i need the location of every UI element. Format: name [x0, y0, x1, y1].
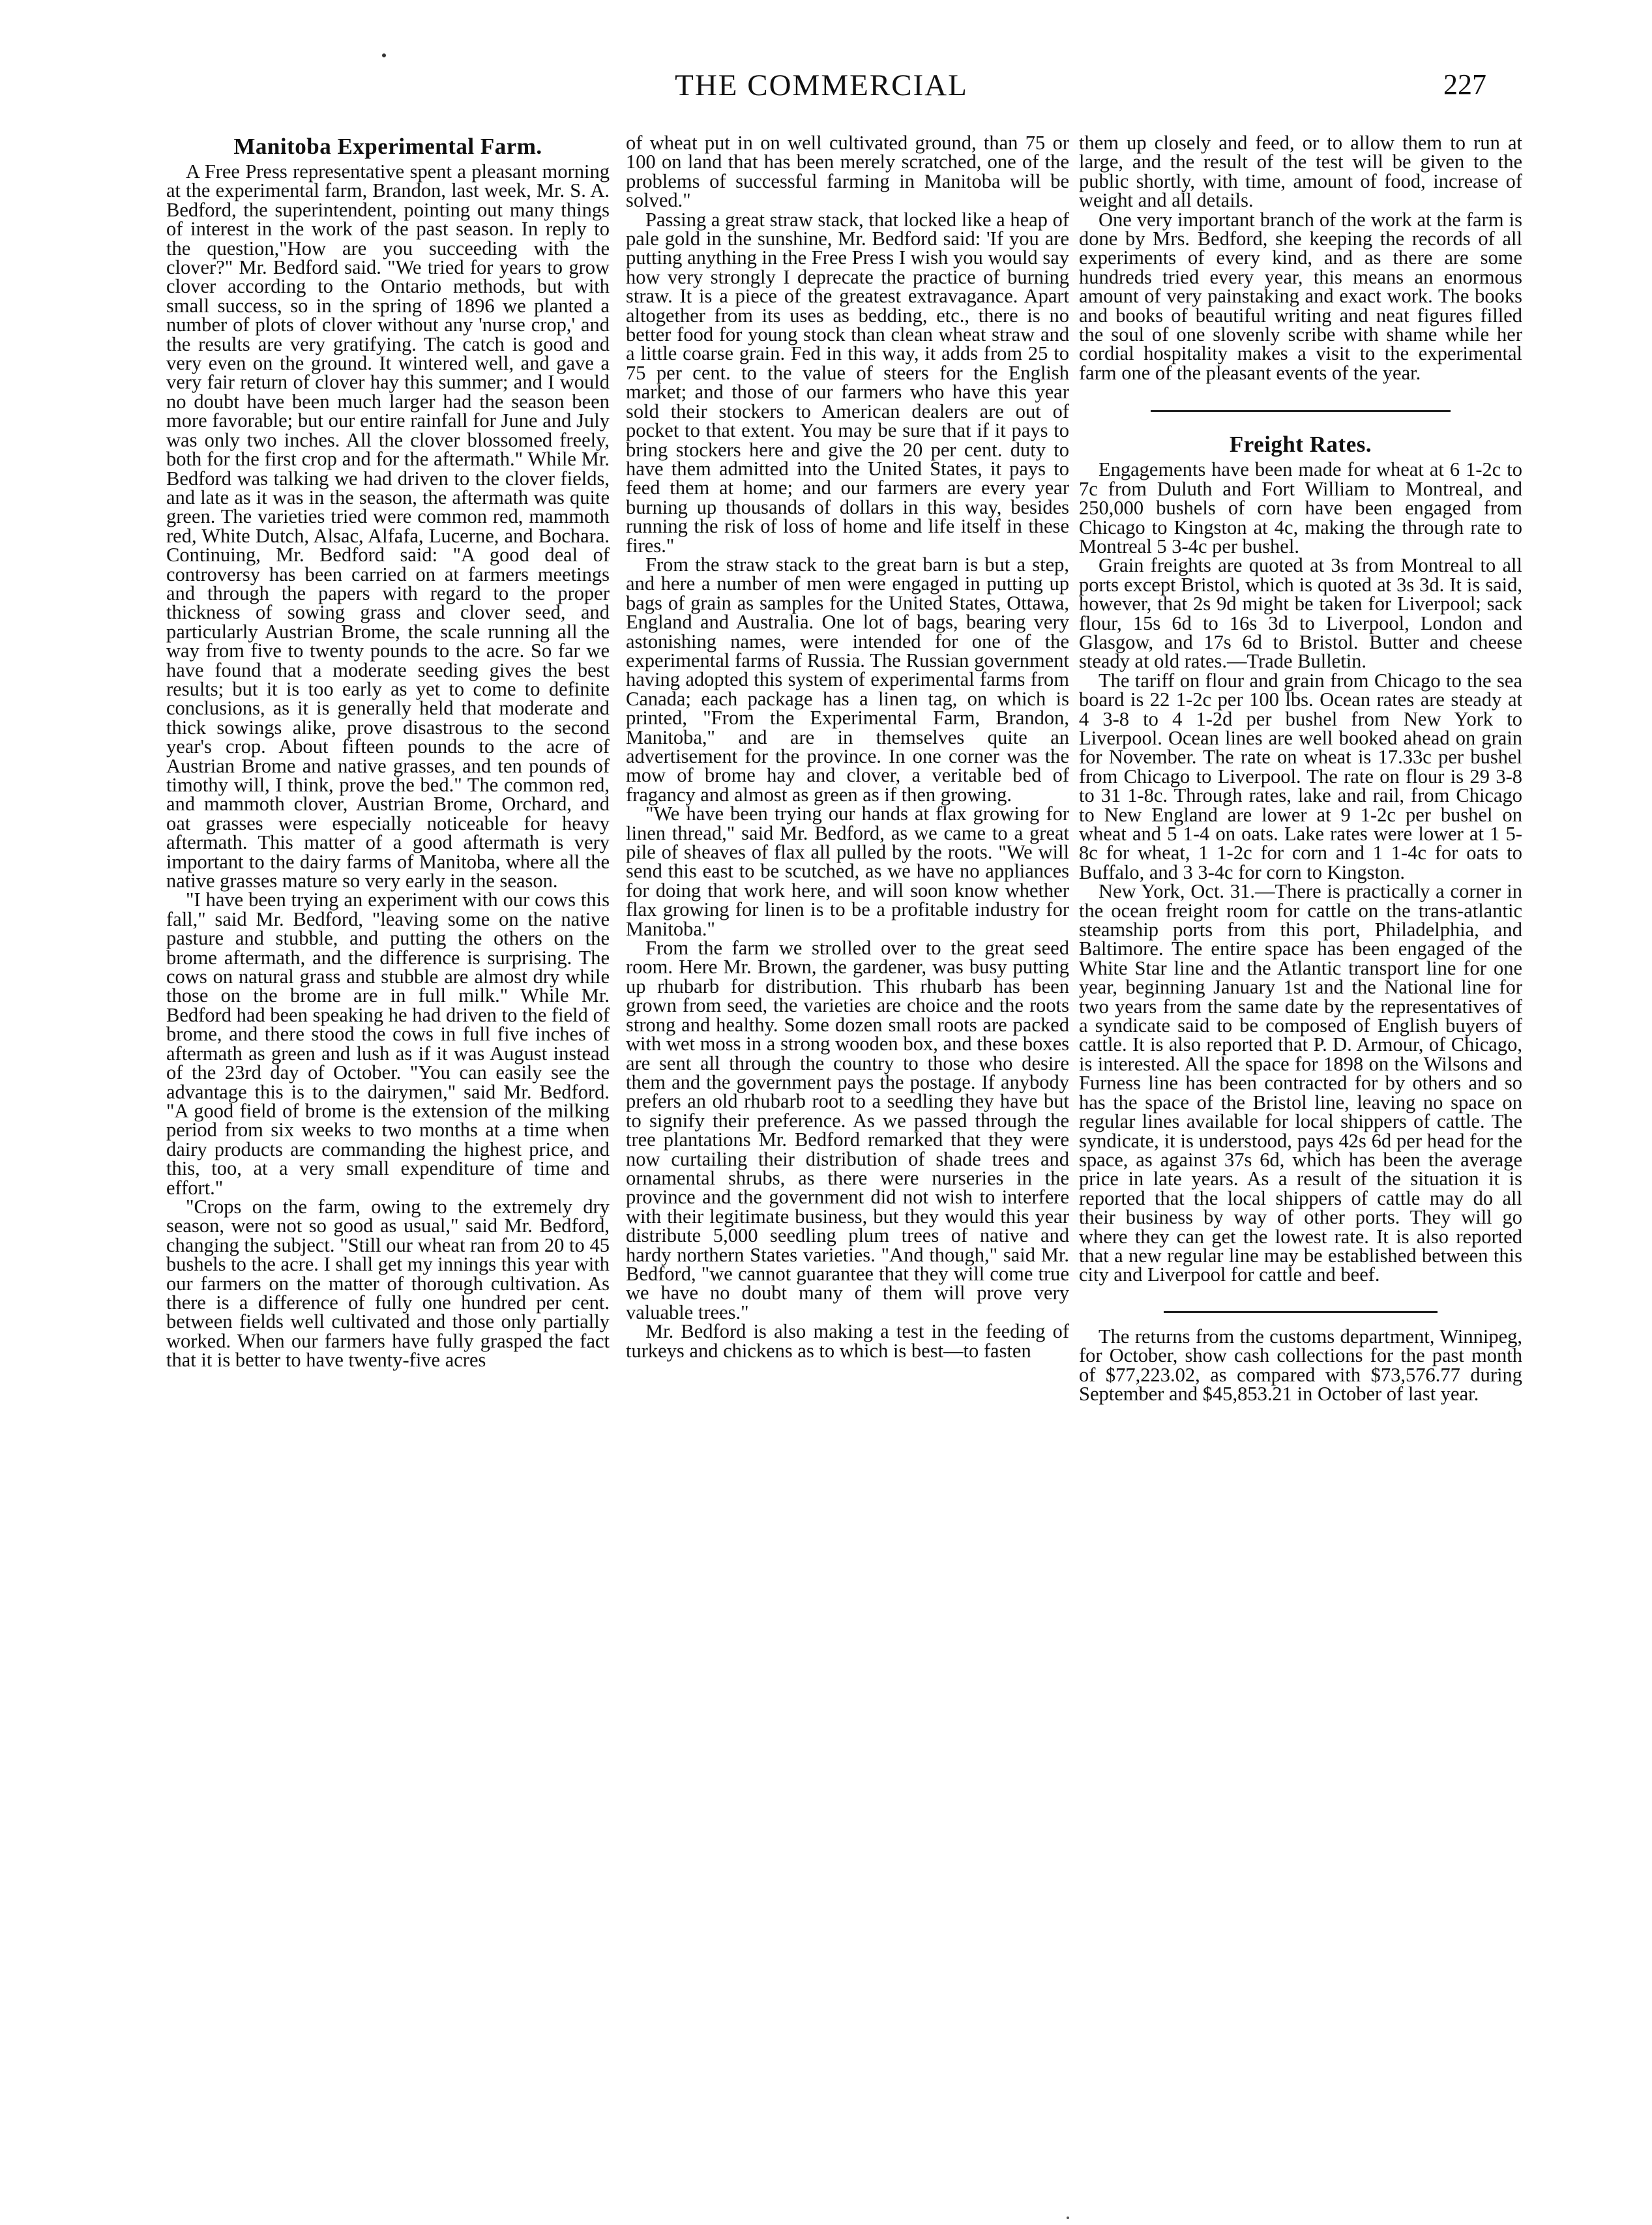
paragraph: "Crops on the farm, owing to the extremely dry season, were not so good as usual," said Mr. Bedford, changing the subject. "Still our wheat ran from 20 to 45 bushels to the acre. I shall get my innings this year with our farmers on the matter of thorough cultivation. As there is a difference of fully one hundred per cent. between fields well cultivated and those only partially worked. When our farmers have fully grasped the fact that it is better to have twenty-five acres [166, 1195, 610, 1372]
column-1 [166, 134, 610, 1370]
paragraph: "I have been trying an experiment with our cows this fall," said Mr. Bedford, "leaving some on the native pasture and stubble, and putting the others on the brome aftermath, and the difference is surprising. The cows on natural grass and stubble are almost dry while those on the brome are in full milk." While Mr. Bedford had been speaking he had driven to the field of brome, and there stood the cows in full five inches of aftermath as green and lush as if it was August instead of the 23rd day of October. "You can easily see the advantage this is to the dairymen," said Mr. Bedford. "A good field of brome is the extension of the milking period from six weeks to two months at a time when dairy products are commanding the highest price, and this, too, at a very small expenditure of time and effort." [166, 889, 610, 1199]
paragraph: Grain freights are quoted at 3s from Montreal to all ports except Bristol, which is quoted at 3s 3d. It is said, however, that 2s 9d might be taken for Liverpool; sack flour, 15s 6d to 16s 3d to Liverpool, London and Glasgow, and 17s 6d to Bristol. Butter and cheese steady at old rates.—Trade Bulletin. [1079, 554, 1522, 673]
column-3 [1079, 134, 1522, 1404]
paragraph: From the farm we strolled over to the great seed room. Here Mr. Brown, the gardener, was busy putting up rhubarb for distribution. This rhubarb has been grown from seed, the varieties are choice and the roots strong and healthy. Some dozen small roots are packed with wet moss in a strong wooden box, and these boxes are sent all through the country to those who desire them and the government pays the postage. If anybody prefers an old rhubarb root to a seedling they have but to signify their preference. As we passed through the tree plantations Mr. Bedford remarked that they were now curtailing their distribution of shade trees and ornamental shrubs, as there were nurseries in the province and the government did not wish to interfere with their legitimate business, but they would this year distribute 5,000 seedling plum trees of native and hardy northern States varieties. "And though," said Mr. Bedford, "we cannot guarantee that they will come true we have no doubt many of them will prove very valuable trees." [626, 937, 1069, 1323]
page-header [156, 68, 1486, 120]
paragraph: of wheat put in on well cultivated ground, than 75 or 100 on land that has been merely scratched, one of the problems of successful farming in Manitoba will be solved." [626, 132, 1069, 212]
paragraph: New York, Oct. 31.—There is practically a corner in the ocean freight room for cattle on the trans-atlantic steamship ports from this port, Philadelphia, and Baltimore. The entire space has been engaged of the White Star line and the Atlantic transport line for one year, beginning January 1st and the National line for two years from the same date by the representatives of a syndicate said to be composed of English buyers of cattle. It is also reported that P. D. Armour, of Chicago, is interested. All the space for 1898 on the Wilsons and Furness line has been contracted for by others and so has the space of the Bristol line, leaving no space on regular lines available for local shippers of cattle. The syndicate, it is understood, pays 42s 6d per head for the space, as against 37s 6d, which has been the average price in late years. As a result of the situation it is reported that the local shippers of cattle may do all their business by way of other ports. They will go where they can get the lowest rate. It is also reported that a new regular line may be established between this city and Liverpool for cattle and beef. [1079, 880, 1522, 1286]
section-divider [1151, 410, 1451, 412]
page-title: THE COMMERCIAL [675, 68, 968, 102]
paragraph: From the straw stack to the great barn is but a step, and here a number of men were engaged in putting up bags of grain as samples for the United States, Ottawa, England and Australia. One lot of bags, bearing very astonishing names, were intended for one of the experimental farms of Russia. The Russian government having adopted this system of experimental farms from Canada; each package has a linen tag, on which is printed, "From the Experimental Farm, Brandon, Manitoba," and are in themselves quite an advertisement for the province. In one corner was the mow of brome hay and clover, a veritable bed of fragancy and almost as green as if then growing. [626, 553, 1069, 806]
section-divider [1164, 1311, 1438, 1313]
article-heading: Freight Rates. [1229, 432, 1372, 458]
paragraph: The tariff on flour and grain from Chicago to the sea board is 22 1-2c per 100 lbs. Ocean rates are steady at 4 3-8 to 4 1-2d per bushel from New York to Liverpool. Ocean lines are well booked ahead on grain for November. The rate on wheat is 17.33c per bushel from Chicago to Liverpool. The rate on flour is 29 3-8 to 31 1-8c. Through rates, lake and rail, from Chicago to New England are lower at 9 1-2c per bushel on wheat and 5 1-4 on oats. Lake rates were lower at 1 5-8c for wheat, 1 1-2c for corn and 1 1-4c for oats to Buffalo, and 3 3-4c for corn to Kingston. [1079, 669, 1522, 883]
article-heading: Manitoba Experimental Farm. [233, 134, 542, 159]
page-number: 227 [1443, 68, 1486, 100]
paragraph: Mr. Bedford is also making a test in the feeding of turkeys and chickens as to which is best—to fasten [626, 1320, 1069, 1362]
paragraph: The returns from the customs department, Winnipeg, for October, show cash collections for the past month of $77,223.02, as compared with $73,576.77 during September and $45,853.21 in October of last year. [1079, 1325, 1522, 1405]
paragraph: A Free Press representative spent a pleasant morning at the experimental farm, Brandon, last week, Mr. S. A. Bedford, the superintendent, pointing out many things of interest in the work of the past season. In reply to the question,"How are you succeeding with the clover?" Mr. Bedford said. "We tried for years to grow clover according to the Ontario methods, but with small success, so in the spring of 1896 we planted a number of plots of clover without any 'nurse crop,' and the results are very gratifying. The catch is good and very even on the ground. It wintered well, and gave a very fair return of clover hay this summer; and I would no doubt have been much larger had the season been more favorable; but our entire rainfall for June and July was only two inches. All the clover blossomed freely, both for the first crop and for the aftermath." While Mr. Bedford was talking we had driven to the clover fields, and late as it was in the season, the aftermath was quite green. The varieties tried were common red, mammoth red, White Dutch, Alsac, Alfafa, Lucerne, and Bochara. Continuing, Mr. Bedford said: "A good deal of controversy has been carried on at farmers meetings and through the papers with regard to the proper thickness of sowing grass and clover seed, and particularly Austrian Brome, the scale running all the way from five to twenty pounds to the acre. So far we have found that a moderate seeding gives the best results; but it is too early as yet to come to definite conclusions, as it is generally held that moderate and thick sowings alike, prove disastrous to the second year's crop. About fifteen pounds to the acre of Austrian Brome and native grasses, and ten pounds of timothy will, I think, prove the bed." The common red, and mammoth clover, Austrian Brome, Orchard, and oat grasses were especially noticeable for heavy aftermath. This matter of a good aftermath is very important to the dairy farms of Manitoba, where all the native grasses mature so very early in the season. [166, 160, 610, 892]
paragraph: "We have been trying our hands at flax growing for linen thread," said Mr. Bedford, as we came to a great pile of sheaves of flax all pulled by the roots. "We will send this east to be scutched, as we have no appliances for doing that work here, and will soon know whether flax growing for linen is to be a profitable industry for Manitoba." [626, 803, 1069, 940]
paragraph: One very important branch of the work at the farm is done by Mrs. Bedford, she keeping the records of all experiments of every kind, and as there are some hundreds tried every year, this means an enormous amount of very painstaking and exact work. The books and books of beautiful writing and neat figures filled the soul of one slovenly scribe with shame while her cordial hospitality makes a visit to the experimental farm one of the pleasant events of the year. [1079, 208, 1522, 384]
paragraph: them up closely and feed, or to allow them to run at large, and the result of the test will be given to the public shortly, with time, amount of food, increase of weight and all details. [1079, 132, 1522, 212]
stray-mark [382, 53, 386, 57]
stray-mark [1067, 2217, 1069, 2219]
paragraph: Engagements have been made for wheat at 6 1-2c to 7c from Duluth and Fort William to Montreal, and 250,000 bushels of corn have been engaged from Chicago to Kingston at 4c, making the through rate to Montreal 5 3-4c per bushel. [1079, 458, 1522, 557]
paragraph: Passing a great straw stack, that locked like a heap of pale gold in the sunshine, Mr. Bedford said: 'If you are putting anything in the Free Press I wish you would say how very strongly I deprecate the practice of burning straw. It is a piece of the greatest extravagance. Apart altogether from its uses as bedding, etc., there is no better food for young stock than clean wheat straw and a little coarse grain. Fed in this way, it adds from 25 to 75 per cent. to the value of steers for the English market; and those of our farmers who have this year sold their stockers to American dealers are out of pocket to that extent. You may be sure that if it pays to bring stockers here and give the 20 per cent. duty to have them admitted into the United States, it pays to feed them at home; and our farmers are every year burning up thousands of dollars in this way, besides running the risk of loss of home and life itself in these fires." [626, 208, 1069, 557]
column-2 [626, 134, 1069, 1361]
